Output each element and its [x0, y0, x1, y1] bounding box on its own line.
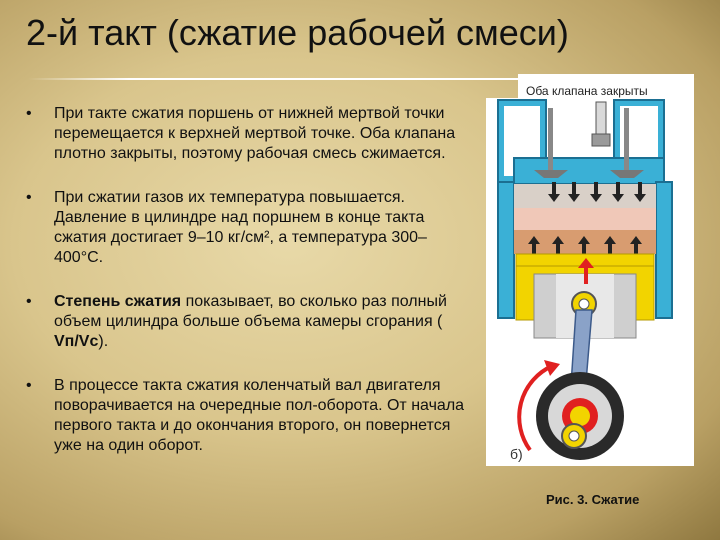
- bullet-formula: Vп/Vс: [54, 333, 99, 350]
- bullet-item: [26, 376, 476, 456]
- figure-letter: б): [510, 446, 523, 462]
- figure-caption: Рис. 3. Сжатие: [546, 492, 640, 507]
- bullet-text: При сжатии газов их температура повышается. Давление в цилиндре над поршнем в конце такта сжатия достигает 9–10 кг/см², а температура 300–400°С.: [54, 189, 427, 266]
- bullet-bold-term: Степень сжатия: [54, 293, 182, 310]
- bullet-text: В процессе такта сжатия коленчатый вал двигателя поворачивается на очередные пол-оборота. От начала первого такта и до окончания второго, он повернется уже на один оборот.: [54, 377, 465, 454]
- bullet-list: [26, 104, 476, 480]
- bullet-marker: •: [26, 377, 32, 394]
- bullet-marker: •: [26, 189, 32, 206]
- bullet-item: [26, 188, 476, 268]
- bullet-text-end: ).: [98, 333, 109, 350]
- bullet-item: [26, 292, 476, 352]
- bullet-marker: •: [26, 293, 32, 310]
- figure-label: Оба клапана закрыты: [518, 74, 694, 98]
- bullet-marker: •: [26, 105, 32, 122]
- bullet-item: [26, 104, 476, 164]
- bullet-text: показывает, во сколько раз полный объем цилиндра больше объема камеры сгорания (: [54, 293, 447, 330]
- crankshaft: [536, 372, 624, 460]
- spark-plug-icon: [592, 102, 610, 146]
- slide-title: 2-й такт (сжатие рабочей смеси): [26, 12, 569, 53]
- bullet-text: При такте сжатия поршень от нижней мертвой точки перемещается к верхней мертвой точке. Оба клапана плотно закрыты, поэтому рабочая смесь сжимается.: [54, 105, 456, 162]
- engine-compression-illustration: [486, 98, 694, 466]
